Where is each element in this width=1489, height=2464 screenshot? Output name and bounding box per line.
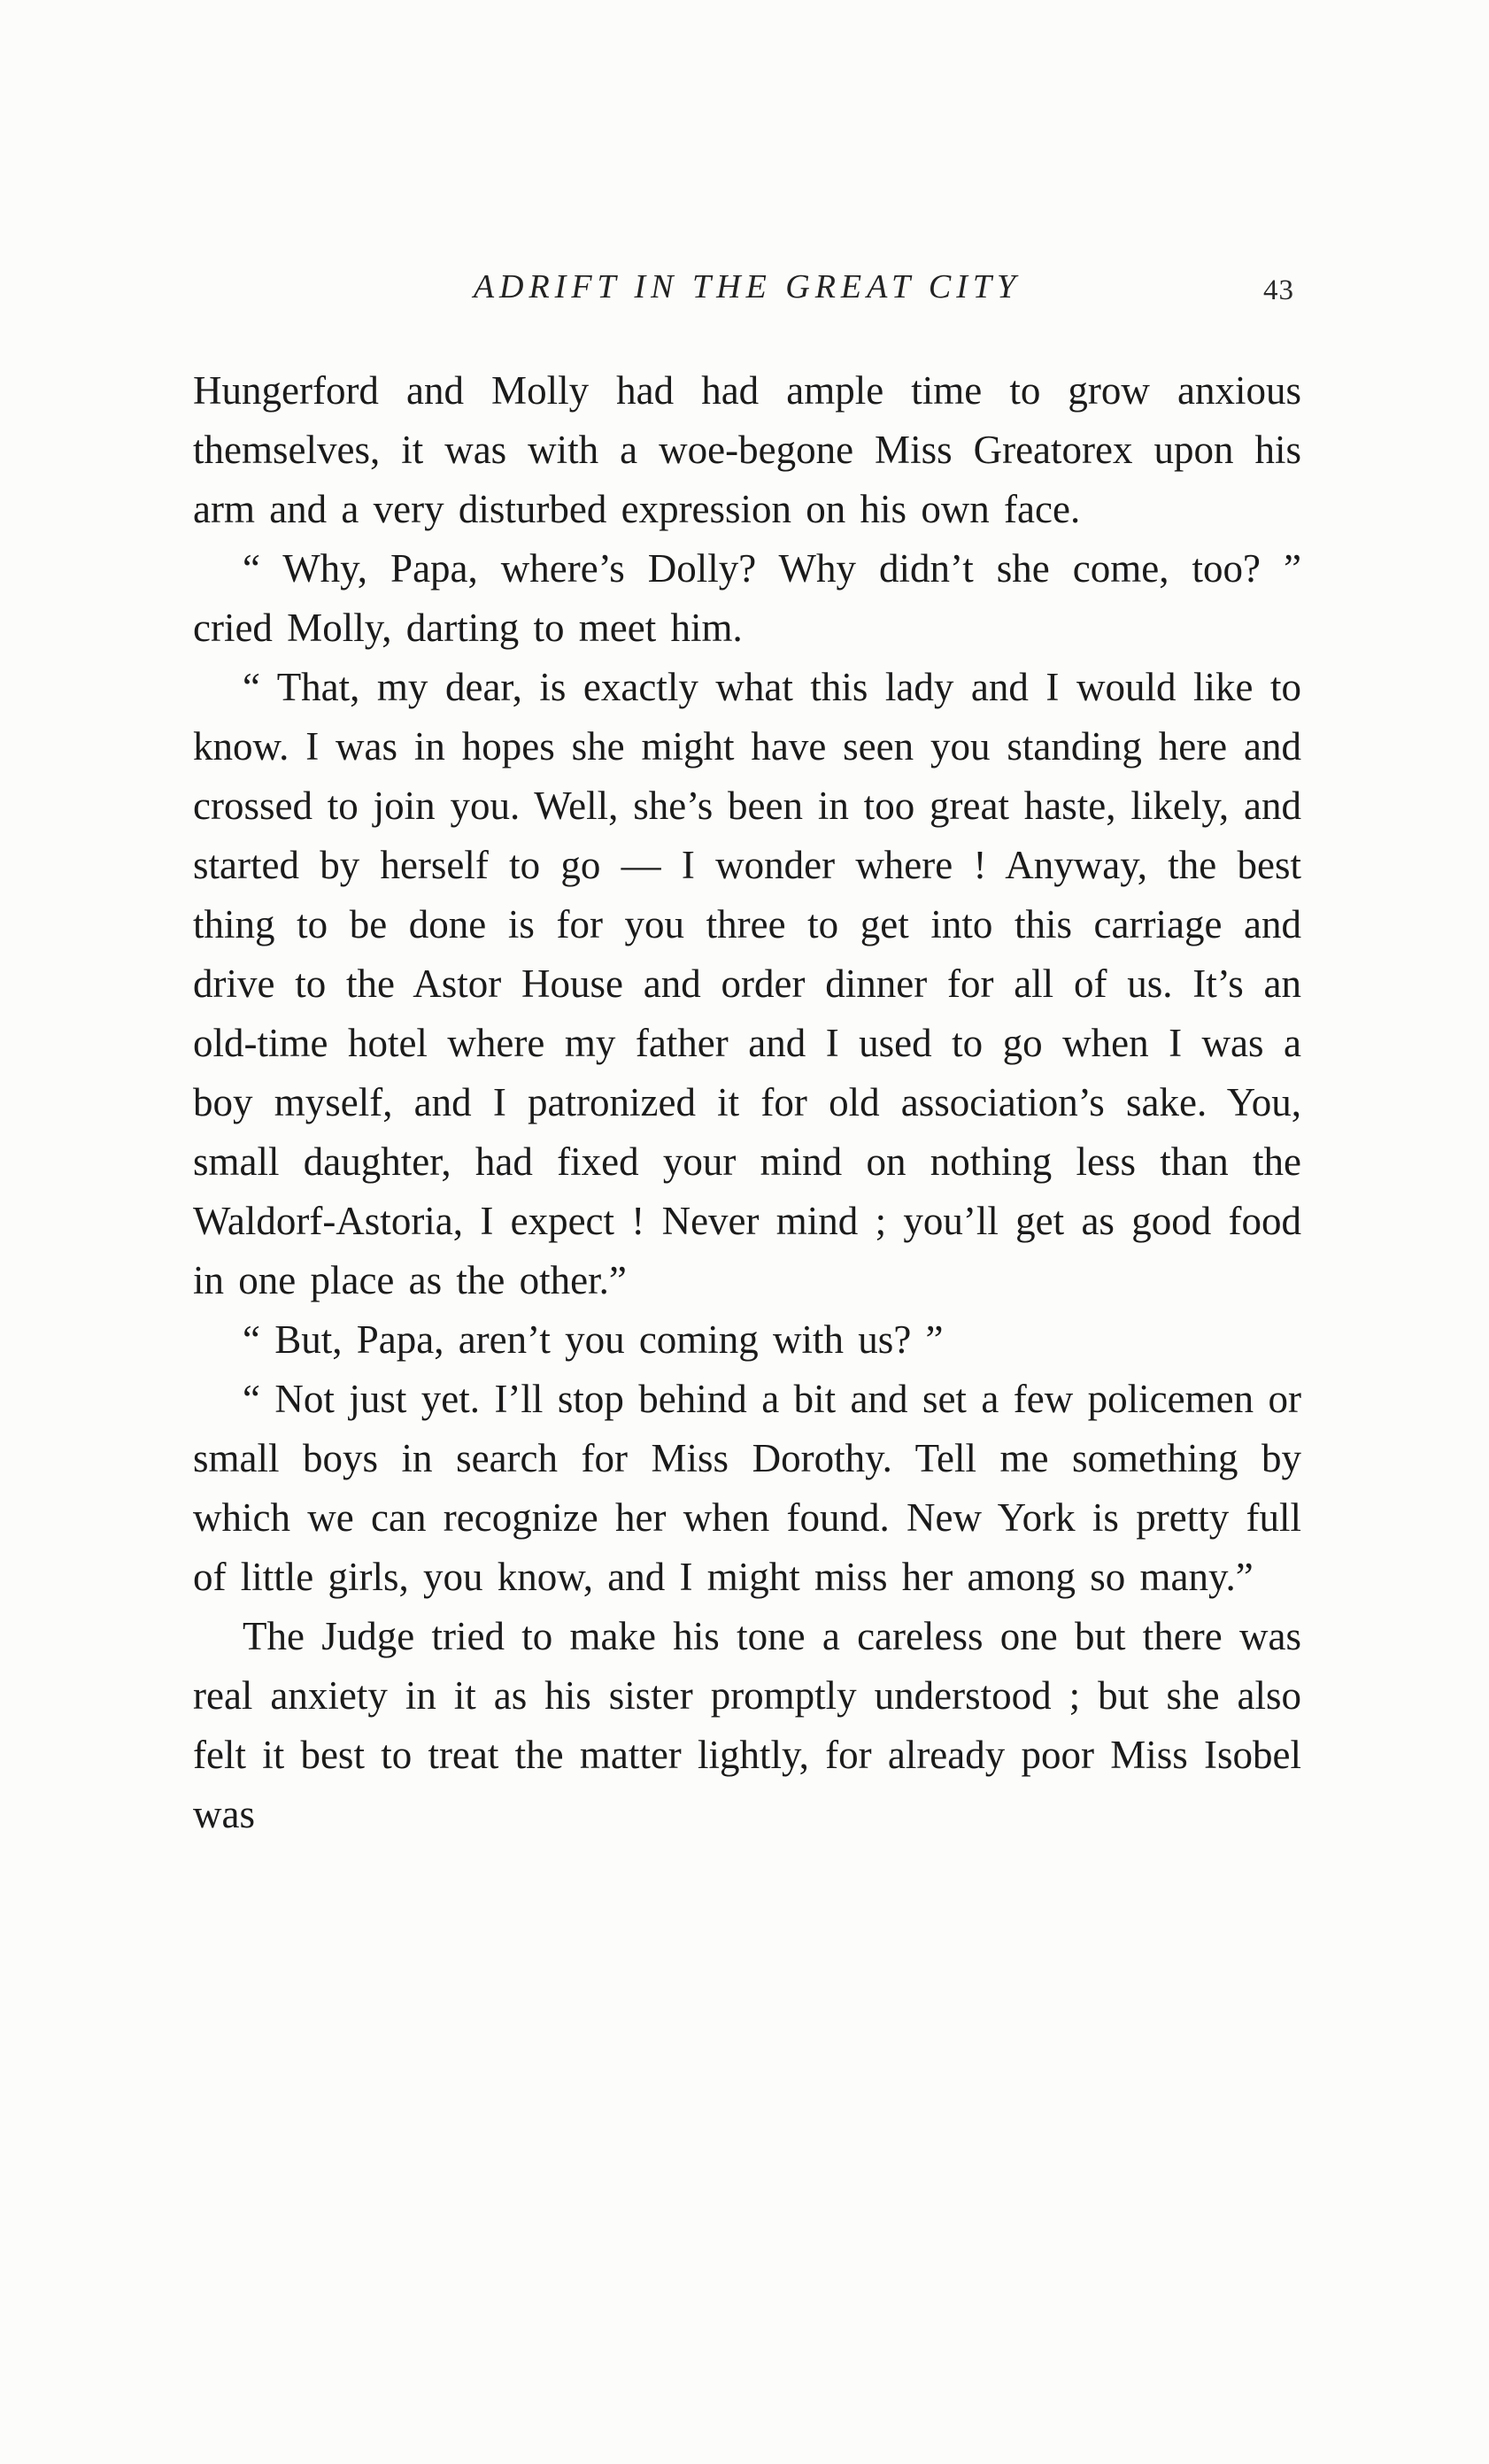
paragraph: “ Not just yet. I’ll stop behind a bit and set a few policemen or small boys in search for Miss Dorothy. Tell me something by which we can recognize her when found. New York is pretty full of little girls, you know, and I might miss her among so many.” [193,1377,1301,1599]
page-header [193,267,1301,336]
page-number: 43 [1263,274,1294,306]
paragraph: The Judge tried to make his tone a careless one but there was real anxiety in it as his sister promptly understood ; but she also felt it best to treat the matter lightly, for already poor Miss Isobel was [193,1614,1301,1836]
text-block [193,361,1301,1844]
paragraph: “ Why, Papa, where’s Dolly? Why didn’t she come, too? ” cried Molly, darting to meet him. [193,546,1301,650]
running-title: ADRIFT IN THE GREAT CITY [473,268,1022,305]
paragraph: “ But, Papa, aren’t you coming with us? ” [243,1317,944,1362]
paragraph: “ That, my dear, is exactly what this lady and I would like to know. I was in hopes she might have seen you standing here and crossed to join you. Well, she’s been in too great haste, likely, and started by herself to go — I wonder where ! Anyway, the best thing to be done is for you three to get into this carriage and drive to the Astor House and order dinner for all of us. It’s an old-time hotel where my father and I used to go when I was a boy myself, and I patronized it for old association’s sake. You, small daughter, had fixed your mind on nothing less than the Waldorf-Astoria, I expect ! Never mind ; you’ll get as good food in one place as the other.” [193,665,1301,1302]
paragraph: Hungerford and Molly had had ample time to grow anxious themselves, it was with a woe-begone Miss Greatorex upon his arm and a very disturbed expression on his own face. [193,368,1301,531]
